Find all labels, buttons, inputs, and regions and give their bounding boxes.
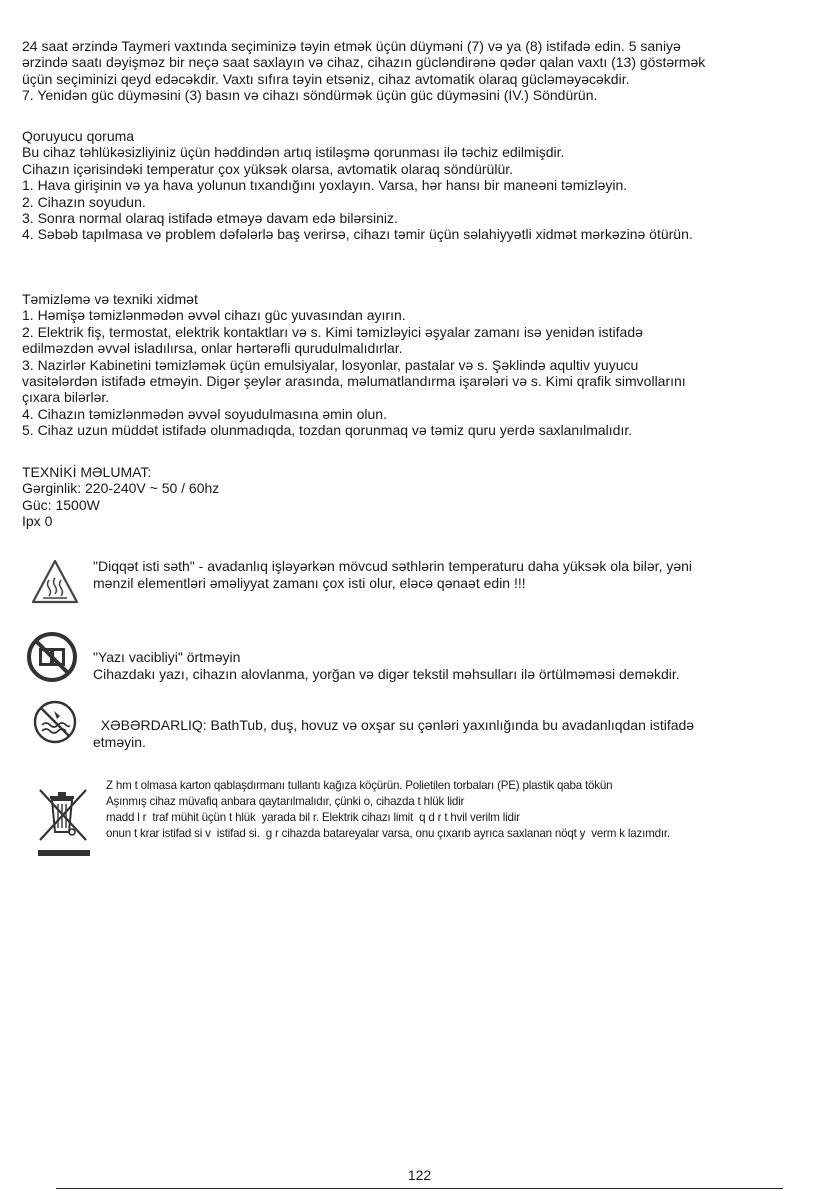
section-title: Təmizləmə və texniki xidmət [22,291,198,307]
timer-instructions [22,38,812,104]
text-line: Gərginlik: 220-240V ~ 50 / 60hz [22,480,220,497]
no-bathtub-icon [32,699,78,750]
text-line: 4. Səbəb tapılmasa və problem dəfələrlə baş verirsə, cihazı təmir üçün səlahiyyətli xidmət mərkəzinə ötürün. [22,226,693,243]
text-line: 4. Cihazın təmizlənmədən əvvəl soyudulmasına əmin olun. [22,405,387,422]
disposal-notice [22,778,812,858]
page-number: 122 [407,1167,432,1183]
text-line: "Diqqət isti səth" - avadanlıq işləyərkən mövcud səthlərin temperaturu daha yüksək ola bilər, yəni [93,558,693,574]
hot-surface-warning [22,558,812,610]
text-line: üçün seçiminizi qeyd edəcəkdir. Vaxtı sıfıra təyin etsəniz, cihaz avtomatik olaraq gücləməyəcəkdir. [22,70,630,87]
water-proximity-warning [22,699,812,750]
footer-rule [56,1188,783,1189]
section-title: Qoruyucu qoruma [22,128,135,144]
text-line: Cihazdakı yazı, cihazın alovlanma, yorğan və digər tekstil məhsulları ilə örtülməməsi deməkdir. [93,666,680,682]
text-line: Ipx 0 [22,513,53,530]
text-line: 24 saat ərzində Taymeri vaxtında seçiminizə təyin etmək üçün düyməni (7) və ya (8) istifadə edin. 5 saniyə [22,38,681,54]
text-line: Z hm t olmasa karton qablaşdırmanı tullantı kağıza köçürün. Polietilen torbaları (PE) plastik qaba tökün [106,779,613,792]
text-line: madd l r traf mühit üçün t hlük yarada bil r. Elektrik cihazı limit q d r t hvil verilm lidir [106,811,520,824]
overheat-protection-section [22,128,812,243]
text-line: 1. Hava girişinin və ya hava yolunun tıxandığını yoxlayın. Varsa, hər hansı bir maneəni təmizləyin. [22,177,628,194]
text-line: Aşınmış cihaz müvafiq anbara qaytarılmalıdır, çünki o, cihazda t hlük lidir [106,795,465,808]
text-line: onun t krar istifad si v istifad si. g r cihazda batareyalar varsa, onu çıxarıb ayrıca saxlanan nöqt y verm k lazımdır. [106,827,670,840]
do-not-cover-warning [22,631,812,687]
text-line: mənzil elementləri əməliyyat zamanı çox isti olur, eləcə qənaət edin !!! [93,575,526,591]
text-line: XƏBƏRDARLIQ: BathTub, duş, hovuz və oxşar su çənləri yaxınlığında bu avadanlıqdan istifadə [93,717,695,733]
text-line: Güc: 1500W [22,496,100,513]
cleaning-maintenance-section [22,291,812,439]
text-line: "Yazı vacibliyi" örtməyin [93,649,241,665]
technical-data-section [22,464,812,530]
text-line: 5. Cihaz uzun müddət istifadə olunmadıqda, tozdan qorunmaq və təmiz quru yerdə saxlanılmalıdır. [22,422,633,439]
text-line: çıxara bilərlər. [22,389,110,406]
text-line: 2. Cihazın soyudun. [22,193,146,210]
section-title: TEXNİKİ MƏLUMAT: [22,464,152,480]
text-line: ərzində saatı dəyişməz bir neçə saat saxlayın və cihaz, cihazın gücləndirənə qədər qalan vaxtı (13) göstərmək [22,54,706,71]
text-line: 2. Elektrik fiş, termostat, elektrik kontaktları və s. Kimi təmizləyici əşyalar zamanı isə yenidən istifadə [22,323,643,340]
text-line: 3. Nazirlər Kabinetini təmizləmək üçün emulsiyalar, losyonlar, pastalar və s. Şəklində aqultiv yuyucu [22,356,639,373]
text-line: vasitələrdən istifadə etməyin. Digər şeylər arasında, məlumatlandırma işarələri və s. Kimi qrafik simvollarını [22,373,686,390]
text-line: etməyin. [93,734,146,750]
text-line: Bu cihaz təhlükəsizliyiniz üçün həddindən artıq istiləşmə qorunması ilə təchiz edilmişdir. [22,144,565,161]
text-line: 7. Yenidən güc düyməsini (3) basın və cihazı söndürmək üçün güc düyməsini (IV.) Söndürün. [22,87,598,104]
text-line: edilməzdən əvvəl isladılırsa, onlar hərtərəfli qurudulmalıdırlar. [22,340,403,357]
text-line: 3. Sonra normal olaraq istifadə etməyə davam edə bilərsiniz. [22,210,398,227]
hot-surface-icon [31,558,79,611]
text-line: 1. Həmişə təmizlənmədən əvvəl cihazı güc yuvasından ayırın. [22,307,406,324]
do-not-cover-icon [26,631,78,688]
weee-bin-icon [36,786,92,861]
text-line: Cihazın içərisindəki temperatur çox yüksək olarsa, avtomatik olaraq söndürülür. [22,160,514,177]
